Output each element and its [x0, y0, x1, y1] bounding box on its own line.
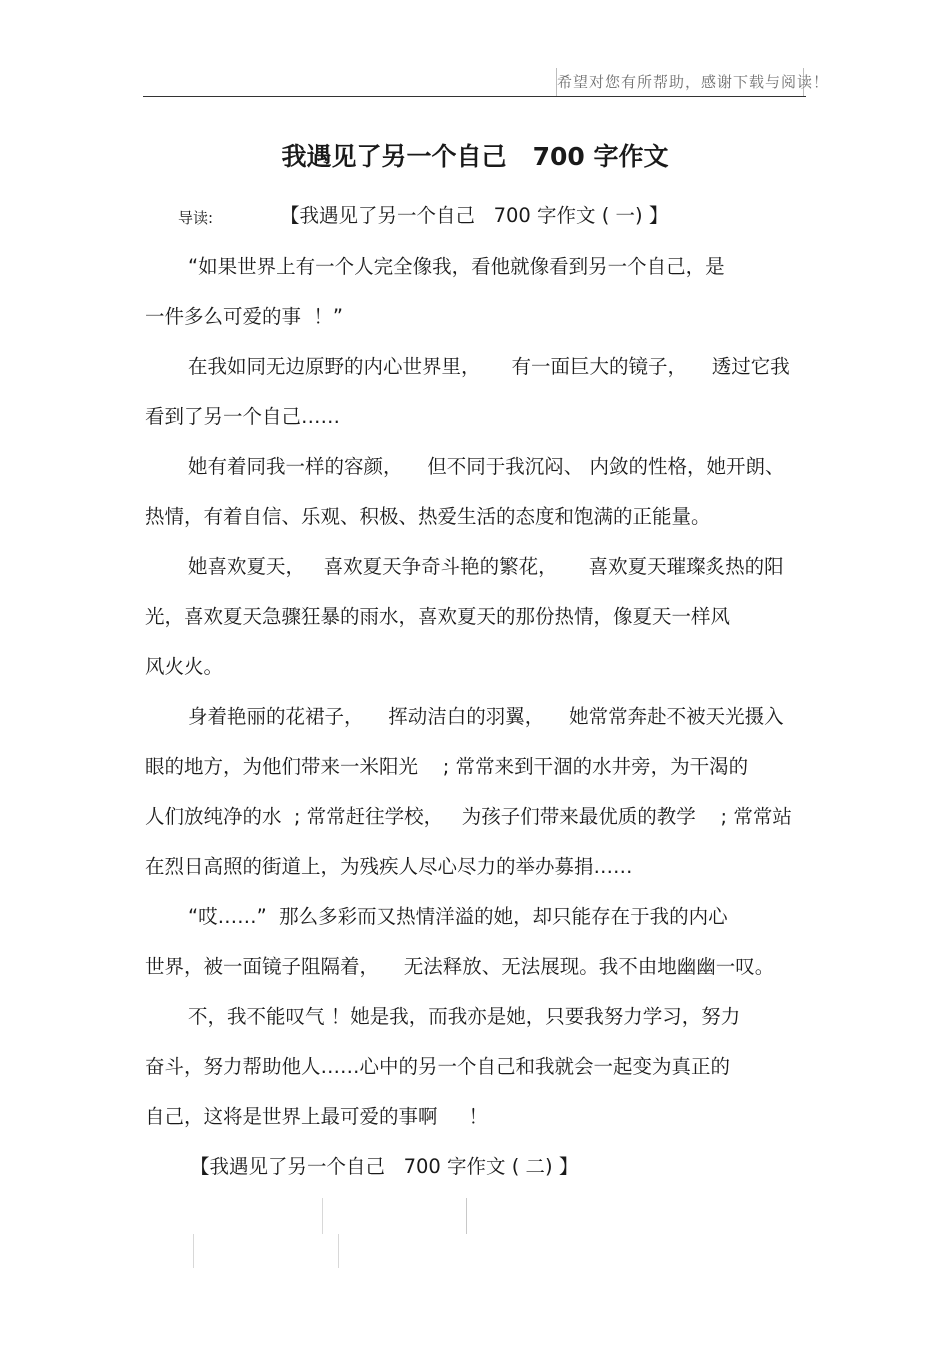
- header-rule: [143, 96, 806, 97]
- paragraph-line: 看到了另一个自己……: [145, 405, 341, 428]
- paragraph-line: 身着艳丽的花裙子， 挥动洁白的羽翼， 她常常奔赴不被天光摄入: [188, 705, 784, 728]
- paragraph-line: 光，喜欢夏天急骤狂暴的雨水，喜欢夏天的那份热情，像夏天一样风: [145, 605, 731, 628]
- section2-heading: 【我遇见了另一个自己 700 字作文 ( 二) 】: [190, 1155, 579, 1178]
- paragraph-line: “如果世界上有一个人完全像我，看他就像看到另一个自己，是: [188, 255, 725, 278]
- paragraph-line: 一件多么可爱的事 ！”: [145, 305, 343, 328]
- paragraph-line: “哎……” 那么多彩而又热情洋溢的她，却只能存在于我的内心: [188, 905, 728, 928]
- paragraph-line: 在我如同无边原野的内心世界里， 有一面巨大的镜子， 透过它我: [188, 355, 790, 378]
- paragraph-line: 奋斗，努力帮助他人……心中的另一个自己和我就会一起变为真正的: [145, 1055, 731, 1078]
- paragraph-line: 在烈日高照的街道上，为残疾人尽心尽力的举办募捐……: [145, 855, 633, 878]
- paragraph-line: 她有着同我一样的容颜， 但不同于我沉闷、 内敛的性格，她开朗、: [188, 455, 785, 478]
- faint-mark: [322, 1198, 323, 1234]
- paragraph-line: 热情，有着自信、乐观、积极、热爱生活的态度和饱满的正能量。: [145, 505, 711, 528]
- paragraph-line: 她喜欢夏天， 喜欢夏天争奇斗艳的繁花， 喜欢夏天璀璨炙热的阳: [188, 555, 784, 578]
- faint-mark: [193, 1234, 194, 1268]
- faint-mark: [338, 1234, 339, 1268]
- faint-mark: [466, 1198, 467, 1234]
- guide-label: 导读:: [178, 209, 214, 227]
- section1-heading: 【我遇见了另一个自己 700 字作文 ( 一) 】: [280, 204, 669, 227]
- page-title: 我遇见了另一个自己 700 字作文: [281, 141, 669, 171]
- paragraph-line: 人们放纯净的水 ; 常常赶往学校， 为孩子们带来最优质的教学 ; 常常站: [145, 805, 792, 828]
- paragraph-line: 不，我不能叹气 ！她是我，而我亦是她，只要我努力学习，努力: [188, 1005, 741, 1028]
- paragraph-line: 风火火。: [145, 655, 224, 678]
- paragraph-line: 世界，被一面镜子阻隔着， 无法释放、无法展现。我不由地幽幽一叹。: [145, 955, 775, 978]
- header-note: 希望对您有所帮助，感谢下载与阅读！: [556, 68, 804, 96]
- paragraph-line: 自己，这将是世界上最可爱的事啊 ！: [145, 1105, 488, 1128]
- paragraph-line: 眼的地方，为他们带来一米阳光 ; 常常来到干涸的水井旁，为干渴的: [145, 755, 749, 778]
